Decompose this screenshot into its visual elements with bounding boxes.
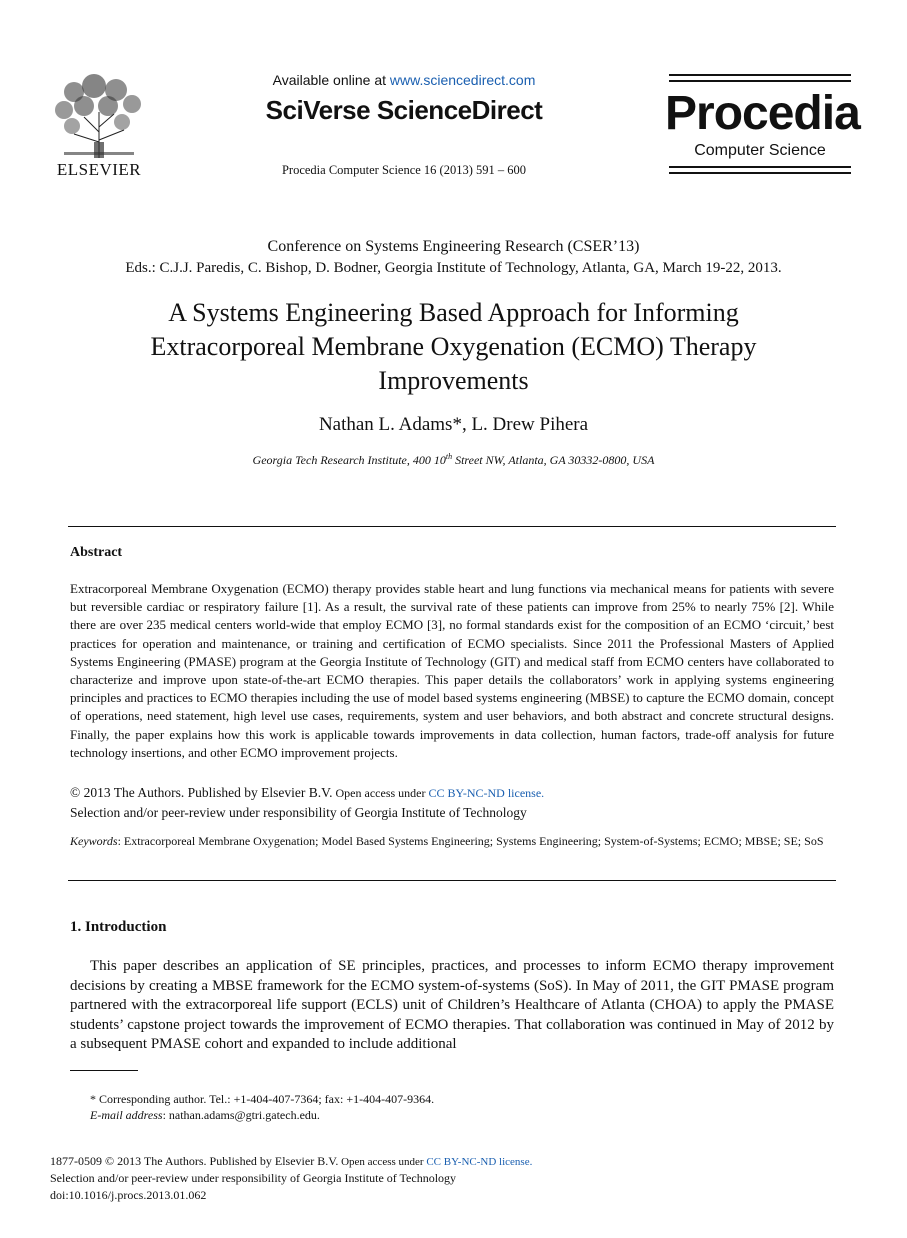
title-line-3: Improvements	[378, 366, 529, 395]
footer-doi: doi:10.1016/j.procs.2013.01.062	[50, 1188, 207, 1202]
elsevier-tree-icon	[44, 72, 154, 160]
section-heading-introduction: 1. Introduction	[70, 919, 167, 935]
footnote-rule	[70, 1070, 138, 1071]
procedia-subtitle: Computer Science	[694, 142, 826, 159]
available-prefix: Available online at	[272, 72, 390, 88]
procedia-bottom-rule-2	[669, 172, 851, 174]
email-address: : nathan.adams@gtri.gatech.edu.	[162, 1108, 320, 1122]
affil-pre: Georgia Tech Research Institute, 400 10	[252, 453, 446, 467]
footer-license-link[interactable]: CC BY-NC-ND license.	[426, 1156, 533, 1168]
affil-post: Street NW, Atlanta, GA 30332-0800, USA	[452, 453, 655, 467]
sciverse-logo: SciVerse ScienceDirect	[265, 95, 543, 125]
procedia-top-rule-1	[669, 74, 851, 76]
affil-sup: th	[445, 452, 453, 461]
journal-reference: Procedia Computer Science 16 (2013) 591 – 600	[281, 163, 527, 177]
license-link[interactable]: CC BY-NC-ND license.	[428, 786, 545, 800]
abstract-heading: Abstract	[70, 545, 123, 560]
available-online-text	[170, 72, 638, 88]
title-line-2: Extracorporeal Membrane Oxygenation (ECMO) Therapy	[150, 332, 757, 361]
footnote-corresponding: * Corresponding author. Tel.: +1-404-407-7364; fax: +1-404-407-9364.	[90, 1092, 435, 1106]
abstract-peer-review: Selection and/or peer-review under responsibility of Georgia Institute of Technology	[70, 805, 527, 820]
sciencedirect-link[interactable]: www.sciencedirect.com	[389, 72, 536, 88]
procedia-top-rule-2	[669, 80, 851, 82]
conference-name: Conference on Systems Engineering Research (CSER’13)	[267, 238, 640, 255]
abstract-body: Extracorporeal Membrane Oxygenation (ECMO) therapy provides stable heart and lung functions via mechanical means for patients with severe but reversible cardiac or respiratory failure [1]. As a result, the survival rate of these patients can improve from 25% to nearly 75% [2]. While there are over 235 medical centers world-wide that employ ECMO [3], no formal standards exist for the composition of an ECMO ‘circuit,’ best practices for operation and maintenance, or training and certification of ECMO specialists. Since 2011 the Professional Masters of Applied Systems Engineering (PMASE) program at the Georgia Institute of Technology (GIT) and medical staff from ECMO centers have collaborated to characterize and improve upon state-of-the-art ECMO therapies. This paper details the collaborators’ work in applying systems engineering principles and practices to ECMO therapies including the use of model based systems engineering (MBSE) to capture the ECMO domain, concept of operations, need statement, high level use cases, requirements, system and user behaviors, and both abstract and concrete structural designs. Finally, the paper explains how this work is applicable towards improvements in data collection, human factors, trade-off analysis for future technology insertions, and other ECMO improvement projects.	[70, 581, 834, 760]
footnote-email	[90, 1108, 320, 1123]
introduction-body: This paper describes an application of SE principles, practices, and processes to inform ECMO therapy improvement decisions by creating a MBSE framework for the ECMO system-of-systems (SoS). In May of 2011, the GIT PMASE program partnered with the extracorporeal life support (ECLS) unit of Children’s Healthcare of Atlanta (CHOA) to apply the PMASE students’ capstone project towards the improvement of ECMO therapies. That collaboration was continued in May of 2012 by a subsequent PMASE cohort and expanded to include additional	[70, 958, 834, 1053]
elsevier-logo	[44, 72, 154, 180]
abstract-bottom-divider	[68, 880, 836, 881]
abstract-top-divider	[68, 526, 836, 527]
conference-editors: Eds.: C.J.J. Paredis, C. Bishop, D. Bodner, Georgia Institute of Technology, Atlanta, GA, March 19-22, 2013.	[125, 260, 782, 276]
author-affiliation	[40, 452, 867, 468]
footer-copyright	[50, 1154, 532, 1169]
procedia-bottom-rule-1	[669, 166, 851, 168]
email-label: E-mail address	[90, 1108, 163, 1122]
elsevier-wordmark: ELSEVIER	[56, 160, 142, 179]
title-line-1: A Systems Engineering Based Approach for Informing	[168, 298, 739, 327]
open-access-text: Open access under	[332, 786, 429, 800]
paper-authors: Nathan L. Adams*, L. Drew Pihera	[318, 414, 589, 435]
paper-title	[40, 296, 867, 398]
footer-issn: 1877-0509 © 2013 The Authors. Published by Elsevier B.V.	[50, 1154, 339, 1168]
keywords	[70, 833, 834, 849]
copyright-text: © 2013 The Authors. Published by Elsevier B.V.	[70, 785, 333, 800]
procedia-logo: Procedia	[665, 87, 860, 140]
abstract-copyright	[70, 785, 544, 801]
footer-open-access: Open access under	[338, 1156, 427, 1168]
keywords-list: : Extracorporeal Membrane Oxygenation; Model Based Systems Engineering; Systems Engineering; System-of-Systems; ECMO; MBSE; SE; SoS	[117, 834, 824, 848]
keywords-label: Keywords	[70, 834, 118, 848]
footer-peer-review: Selection and/or peer-review under responsibility of Georgia Institute of Technology	[50, 1171, 457, 1185]
